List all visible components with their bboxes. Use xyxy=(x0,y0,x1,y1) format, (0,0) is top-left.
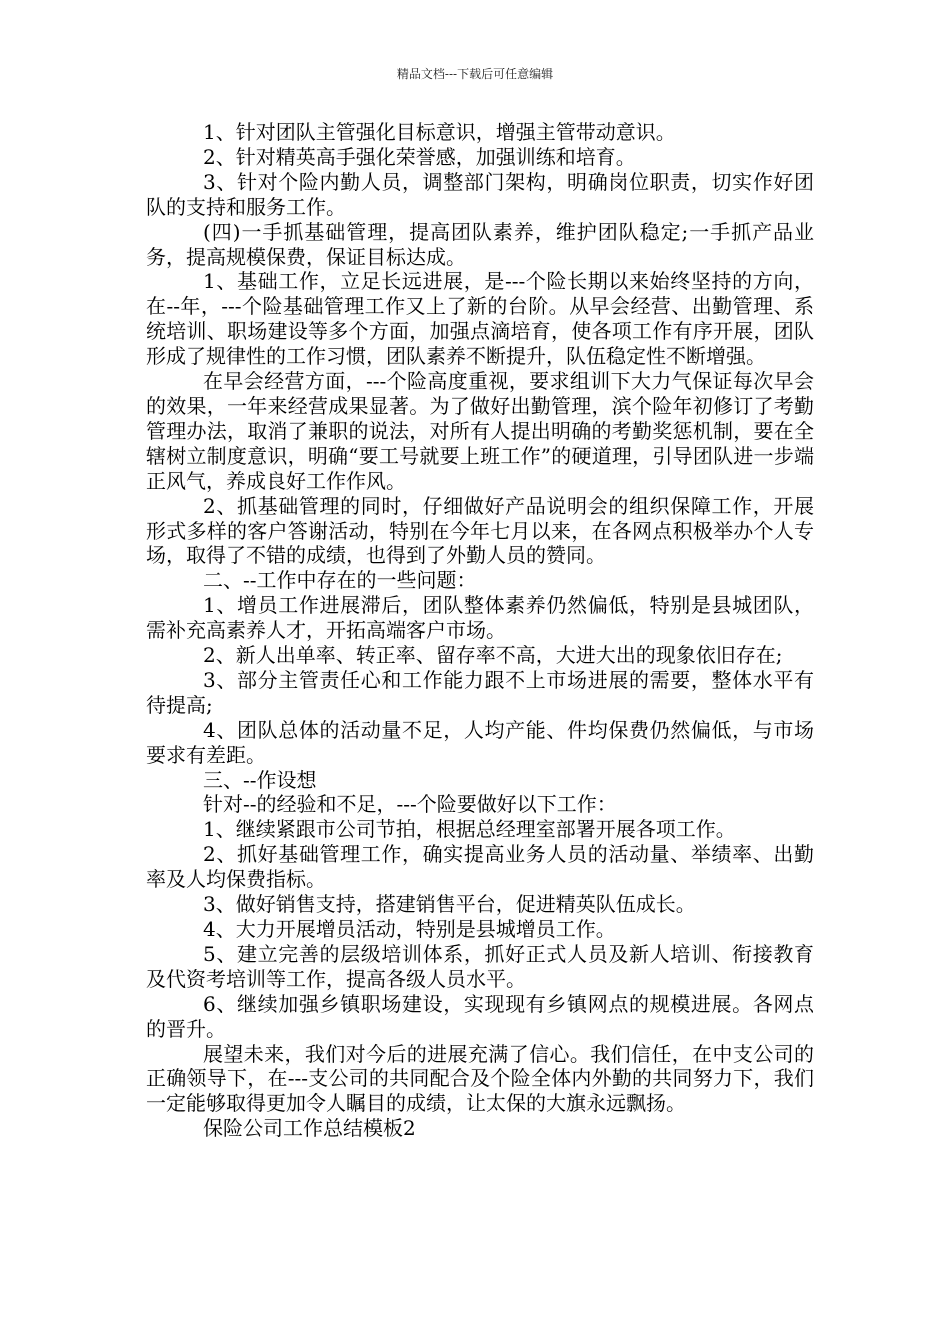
paragraph-plans-intro: 针对--的经验和不足，---个险要做好以下工作： xyxy=(203,792,617,817)
paragraph-elite-honor: 2、针对精英高手强化荣誉感，加强训练和培育。 xyxy=(203,144,636,169)
paragraph-morning-meeting: 在早会经营方面，---个险高度重视，要求组训下大力气保证每次早会的效果，一年来经营成果显著。为了做好出勤管理，滨个险年初修订了考勤管理办法，取消了兼职的说法，对所有人提出明确的考勤奖惩机制，要在全辖树立制度意识，明确“要工号就要上班工作”的硬道理，引导团队进一步端正风气，养成良好工作作风。 xyxy=(146,369,814,493)
paragraph-plan-6: 6、继续加强乡镇职场建设，实现现有乡镇网点的规模进展。各网点的晋升。 xyxy=(146,991,814,1041)
paragraph-internal-staff: 3、针对个险内勤人员，调整部门架构，明确岗位职责，切实作好团队的支持和服务工作。 xyxy=(146,169,814,219)
paragraph-basic-work: 1、基础工作，立足长远进展，是---个险长期以来始终坚持的方向，在--年，---个险基础管理工作又上了新的台阶。从早会经营、出勤管理、系统培训、职场建设等多个方面，加强点滴培育，使各项工作有序开展，团队形成了规律性的工作习惯，团队素养不断提升，队伍稳定性不断增强。 xyxy=(146,269,814,369)
paragraph-plan-5: 5、建立完善的层级培训体系，抓好正式人员及新人培训、衔接教育及代资考培训等工作，提高各级人员水平。 xyxy=(146,941,814,991)
heading-plans: 三、--作设想 xyxy=(203,767,317,792)
paragraph-product-meetings: 2、抓基础管理的同时，仔细做好产品说明会的组织保障工作，开展形式多样的客户答谢活动，特别在今年七月以来，在各网点积极举办个人专场，取得了不错的成绩，也得到了外勤人员的赞同。 xyxy=(146,493,814,568)
paragraph-plan-1: 1、继续紧跟市公司节拍，根据总经理室部署开展各项工作。 xyxy=(203,817,736,842)
paragraph-problem-3: 3、部分主管责任心和工作能力跟不上市场进展的需要，整体水平有待提高; xyxy=(146,667,814,717)
page-header: 精品文档---下载后可任意编辑 xyxy=(396,67,554,81)
document-body xyxy=(146,120,814,1141)
paragraph-outlook: 展望未来，我们对今后的进展充满了信心。我们信任，在中支公司的正确领导下，在---支公司的共同配合及个险全体内外勤的共同努力下，我们一定能够取得更加令人瞩目的成绩，让太保的大旗永远飘扬。 xyxy=(146,1041,814,1116)
paragraph-problem-4: 4、团队总体的活动量不足，人均产能、件均保费仍然偏低，与市场要求有差距。 xyxy=(146,717,814,767)
paragraph-problem-1: 1、增员工作进展滞后，团队整体素养仍然偏低，特别是县城团队，需补充高素养人才，开拓高端客户市场。 xyxy=(146,593,814,643)
paragraph-goal-awareness: 1、针对团队主管强化目标意识，增强主管带动意识。 xyxy=(203,120,676,144)
heading-problems: 二、--工作中存在的一些问题： xyxy=(203,568,477,593)
paragraph-problem-2: 2、新人出单率、转正率、留存率不高，大进大出的现象依旧存在; xyxy=(203,643,783,668)
paragraph-plan-2: 2、抓好基础管理工作，确实提高业务人员的活动量、举绩率、出勤率及人均保费指标。 xyxy=(146,842,814,892)
paragraph-template-title: 保险公司工作总结模板2 xyxy=(203,1116,416,1141)
paragraph-section-four: (四)一手抓基础管理，提高团队素养，维护团队稳定;一手抓产品业务，提高规模保费，保证目标达成。 xyxy=(146,219,814,269)
paragraph-plan-4: 4、大力开展增员活动，特别是县城增员工作。 xyxy=(203,917,616,941)
paragraph-plan-3: 3、做好销售支持，搭建销售平台，促进精英队伍成长。 xyxy=(203,892,696,917)
